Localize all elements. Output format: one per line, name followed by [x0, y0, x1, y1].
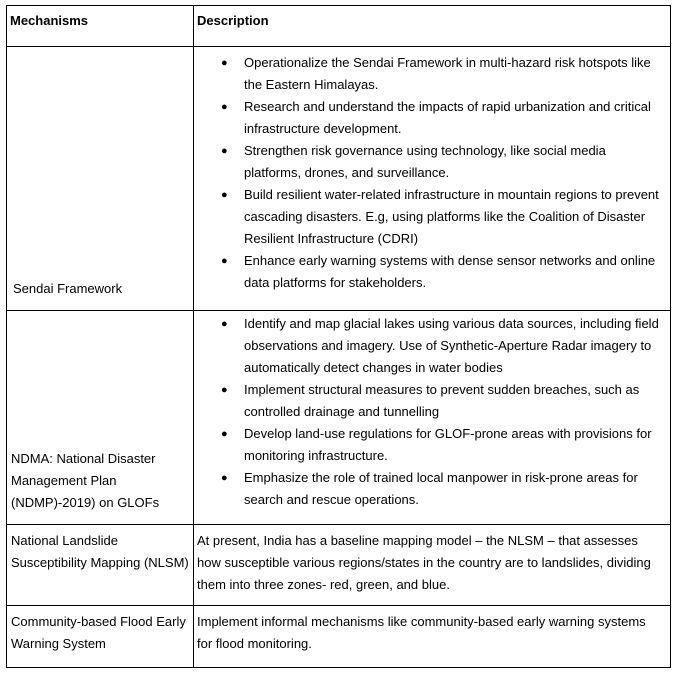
- bullet-icon: ●: [221, 472, 228, 484]
- mechanism-cell: [7, 606, 194, 668]
- bullet-list: [194, 311, 670, 515]
- bullet-list: [194, 47, 670, 298]
- mechanisms-table: [6, 5, 671, 668]
- table-row: [7, 47, 671, 311]
- bullet-icon: ●: [221, 101, 228, 113]
- table-row: [7, 525, 671, 606]
- bullet-icon: ●: [221, 145, 228, 157]
- header-mechanisms: Mechanisms: [7, 6, 194, 47]
- mechanism-name: Community-based Flood Early Warning System: [11, 614, 186, 651]
- list-item: ● Emphasize the role of trained local manpower in risk-prone areas for search and rescue operations.: [194, 467, 662, 511]
- table-header-row: [7, 6, 671, 47]
- bullet-icon: ●: [221, 318, 228, 330]
- bullet-icon: ●: [221, 428, 228, 440]
- bullet-icon: ●: [221, 189, 228, 201]
- description-cell: [194, 606, 671, 668]
- description-cell: [194, 525, 671, 606]
- description-cell: [194, 311, 671, 525]
- mechanism-cell: [7, 311, 194, 525]
- mechanism-name: National Landslide Susceptibility Mapping (NLSM): [11, 533, 189, 570]
- table-row: [7, 606, 671, 668]
- mechanism-name: Sendai Framework: [13, 281, 123, 296]
- list-item: ● Identify and map glacial lakes using various data sources, including field observations and imagery. Use of Synthetic-Aperture Radar imagery to automatically detect changes in water bodies: [194, 313, 662, 379]
- description-text: At present, India has a baseline mapping model – the NLSM – that assesses how susceptible various regions/states in the country are to landslides, dividing them into three zones- red, green, and blue.: [197, 533, 651, 592]
- mechanism-cell: [7, 47, 194, 311]
- description-cell: [194, 47, 671, 311]
- table-row: [7, 311, 671, 525]
- description-text: Implement informal mechanisms like community-based early warning systems for flood monitoring.: [197, 614, 646, 651]
- mechanism-cell: [7, 525, 194, 606]
- list-item: ● Operationalize the Sendai Framework in multi-hazard risk hotspots like the Eastern Himalayas.: [194, 52, 662, 96]
- list-item: ● Implement structural measures to prevent sudden breaches, such as controlled drainage and tunnelling: [194, 379, 662, 423]
- bullet-icon: ●: [221, 57, 228, 69]
- list-item: ● Enhance early warning systems with dense sensor networks and online data platforms for stakeholders.: [194, 250, 662, 294]
- list-item: ● Develop land-use regulations for GLOF-prone areas with provisions for monitoring infrastructure.: [194, 423, 662, 467]
- header-description: Description: [194, 6, 671, 47]
- mechanism-name: NDMA: National Disaster Management Plan (NDMP)-2019) on GLOFs: [11, 451, 160, 510]
- list-item: ● Research and understand the impacts of rapid urbanization and critical infrastructure development.: [194, 96, 662, 140]
- list-item: ● Strengthen risk governance using technology, like social media platforms, drones, and surveillance.: [194, 140, 662, 184]
- list-item: ● Build resilient water-related infrastructure in mountain regions to prevent cascading disasters. E.g, using platforms like the Coalition of Disaster Resilient Infrastructure (CDRI): [194, 184, 662, 250]
- bullet-icon: ●: [221, 384, 228, 396]
- bullet-icon: ●: [221, 255, 228, 267]
